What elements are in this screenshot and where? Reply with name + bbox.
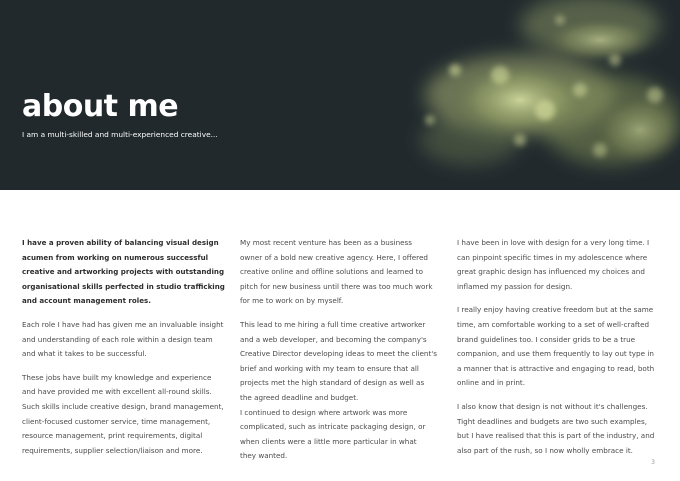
body-columns <box>0 236 680 466</box>
intro-paragraph: I have a proven ability of balancing visual design acumen from working on numerous successful creative and artworking projects with outstanding organisational skills perfected in studio trafficking and account management roles. <box>22 238 225 306</box>
header-banner <box>0 0 680 190</box>
paragraph: I also know that design is not without it's challenges. Tight deadlines and budgets are two such examples, but I have realised that this is part of the industry, and also part of the rush, so I now wholly embrace it. <box>457 401 655 455</box>
page-subtitle: I am a multi-skilled and multi-experienced creative... <box>22 130 218 139</box>
paragraph: This lead to me hiring a full time creative artworker and a web developer, and becoming the company's Creative Director developing ideas to meet the client's brief and working with my team to ensure that all projects met the high standard of design as well as the agreed deadline and budget. <box>240 319 437 402</box>
paragraph: My most recent venture has been as a business owner of a bold new creative agency. Here, I offered creative online and offline solutions and learned to pitch for new business until there was too much work for me to work on by myself. <box>240 238 433 306</box>
paragraph: I have been in love with design for a very long time. I can pinpoint specific times in my adolescence where great graphic design has influenced my choices and inflamed my passion for design. <box>457 238 650 291</box>
column-3 <box>457 236 665 467</box>
page-number: 3 <box>651 459 655 466</box>
paragraph: I continued to design where artwork was more complicated, such as intricate packaging design, or when clients were a little more particular in what they wanted. <box>240 407 426 461</box>
column-2 <box>240 236 448 473</box>
paragraph: Each role I have had has given me an invaluable insight and understanding of each role within a design team and what it takes to be successful. <box>22 319 224 359</box>
paragraph: I really enjoy having creative freedom but at the same time, am comfortable working to a set of well-crafted brand guidelines too. I consider grids to be a true companion, and use them frequently to lay out type in a manner that is attractive and engaging to read, both online and in print. <box>457 305 655 388</box>
paragraph: These jobs have built my knowledge and experience and have provided me with excellent all-round skills. Such skills include creative design, brand management, client-focused customer service, time management, resource management, print requirements, digital requirements, supplier selection/liaison and more. <box>22 372 224 455</box>
column-1 <box>22 236 228 467</box>
page-title: about me <box>22 89 179 124</box>
